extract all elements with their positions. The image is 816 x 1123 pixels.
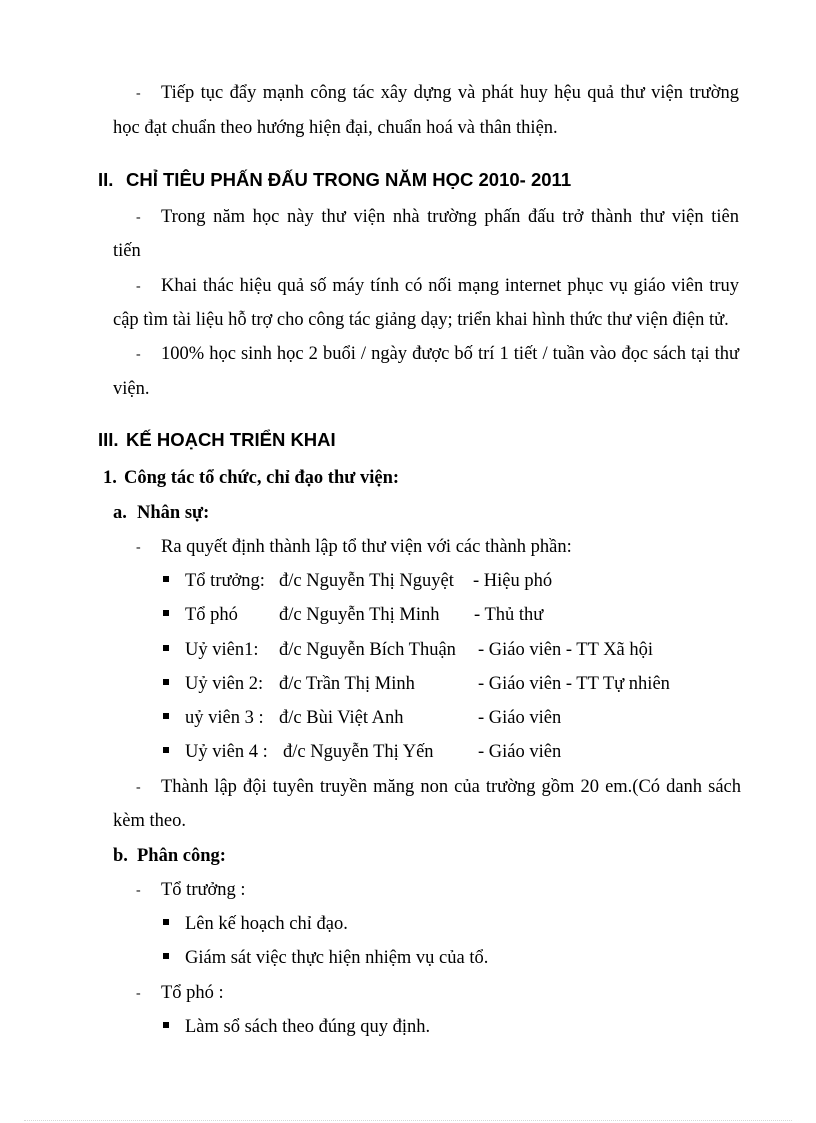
member-name: đ/c Bùi Việt Anh: [279, 708, 404, 728]
goal-1-line-2: tiến: [113, 241, 141, 261]
section-3-number: III.: [98, 429, 119, 450]
subsection-b-letter: b.: [113, 846, 128, 866]
dash-bullet: -: [136, 780, 141, 795]
member-position: - Hiệu phó: [473, 571, 553, 591]
leader-task: Lên kế hoạch chỉ đạo.: [185, 914, 348, 934]
subsection-1-title: Công tác tổ chức, chỉ đạo thư viện:: [124, 468, 400, 488]
deputy-task: Làm sổ sách theo đúng quy định.: [185, 1017, 431, 1037]
square-bullet-icon: [163, 645, 169, 651]
subsection-1-number: 1.: [103, 468, 117, 488]
dash-bullet: -: [136, 540, 141, 555]
leader-label: Tổ trưởng :: [161, 880, 246, 900]
square-bullet-icon: [163, 919, 169, 925]
dash-bullet: -: [136, 347, 141, 362]
subsection-a-letter: a.: [113, 503, 127, 523]
section-2-number: II.: [98, 169, 114, 190]
deputy-label: Tổ phó :: [161, 983, 224, 1003]
member-position: - Giáo viên: [478, 708, 562, 728]
member-position: - Giáo viên - TT Tự nhiên: [478, 674, 670, 694]
square-bullet-icon: [163, 953, 169, 959]
member-role: Tổ phó: [185, 605, 238, 625]
goal-2-line-2: cập tìm tài liệu hỗ trợ cho công tác giảng dạy; triển khai hình thức thư viện điện tử.: [113, 310, 729, 330]
propaganda-team-line-2: kèm theo.: [113, 811, 186, 831]
section-2-title: CHỈ TIÊU PHẤN ĐẤU TRONG NĂM HỌC 2010- 2011: [126, 169, 572, 190]
section-3-title: KẾ HOẠCH TRIỂN KHAI: [126, 429, 336, 450]
square-bullet-icon: [163, 679, 169, 685]
intro-line-2: học đạt chuẩn theo hướng hiện đại, chuẩn hoá và thân thiện.: [113, 118, 558, 138]
member-role: Uỷ viên 2:: [185, 674, 264, 694]
propaganda-team-line-1: Thành lập đội tuyên truyền măng non của trường gồm 20 em.(Có danh sách: [161, 777, 741, 797]
square-bullet-icon: [163, 1022, 169, 1028]
subsection-a-title: Nhân sự:: [137, 503, 210, 523]
square-bullet-icon: [163, 713, 169, 719]
dash-bullet: -: [136, 883, 141, 898]
square-bullet-icon: [163, 576, 169, 582]
square-bullet-icon: [163, 747, 169, 753]
dash-bullet: -: [136, 210, 141, 225]
member-name: đ/c Nguyễn Thị Minh: [279, 605, 440, 625]
dash-bullet: -: [136, 279, 141, 294]
member-role: Uỷ viên1:: [185, 640, 259, 660]
page-bottom-rule: [24, 1120, 792, 1121]
goal-3-line-1: 100% học sinh học 2 buổi / ngày được bố trí 1 tiết / tuần vào đọc sách tại thư: [161, 344, 739, 364]
member-name: đ/c Nguyễn Bích Thuận: [279, 640, 456, 660]
goal-2-line-1: Khai thác hiệu quả số máy tính có nối mạng internet phục vụ giáo viên truy: [161, 276, 739, 296]
goal-1-line-1: Trong năm học này thư viện nhà trường phấn đấu trở thành thư viện tiên: [161, 207, 739, 227]
dash-bullet: -: [136, 86, 141, 101]
square-bullet-icon: [163, 610, 169, 616]
subsection-b-title: Phân công:: [137, 846, 226, 866]
member-position: - Giáo viên - TT Xã hội: [478, 640, 654, 660]
member-name: đ/c Nguyễn Thị Yến: [283, 742, 434, 762]
member-name: đ/c Trần Thị Minh: [279, 674, 415, 694]
intro-line-1: Tiếp tục đẩy mạnh công tác xây dựng và phát huy hệu quả thư viện trường: [161, 83, 739, 103]
member-position: - Thủ thư: [474, 605, 544, 625]
committee-intro: Ra quyết định thành lập tổ thư viện với các thành phần:: [161, 537, 572, 557]
member-role: uỷ viên 3 :: [185, 708, 264, 728]
leader-task: Giám sát việc thực hiện nhiệm vụ của tổ.: [185, 948, 489, 968]
member-name: đ/c Nguyễn Thị Nguyệt: [279, 571, 454, 591]
member-position: - Giáo viên: [478, 742, 562, 762]
dash-bullet: -: [136, 986, 141, 1001]
member-role: Tổ trưởng:: [185, 571, 265, 591]
member-role: Uỷ viên 4 :: [185, 742, 268, 762]
goal-3-line-2: viện.: [113, 379, 150, 399]
